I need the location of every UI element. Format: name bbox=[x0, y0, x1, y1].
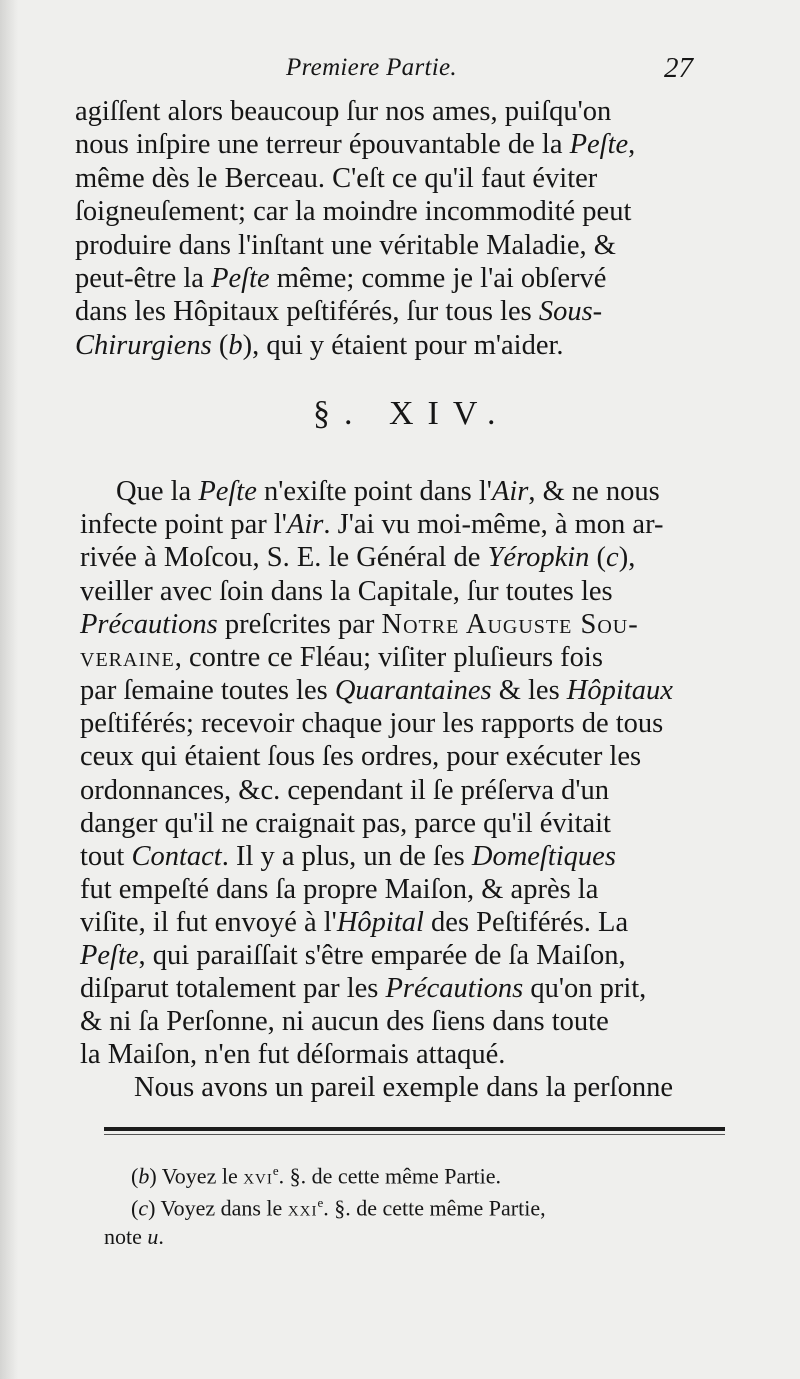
text-line: Que la Peſte n'exiſte point dans l'Air, & ne nous bbox=[116, 476, 660, 507]
text-line: même dès le Berceau. C'eſt ce qu'il faut éviter bbox=[75, 163, 598, 194]
text-line: viſite, il fut envoyé à l'Hôpital des Peſtiférés. La bbox=[80, 907, 629, 938]
section-heading: §. XIV. bbox=[313, 395, 510, 432]
text-line: Nous avons un pareil exemple dans la perſonne bbox=[134, 1072, 673, 1103]
running-title: Premiere Partie. bbox=[286, 54, 457, 81]
footnote-b: (b) Voyez le xvi$^e$. §. de cette même Partie. bbox=[131, 1163, 502, 1189]
text-line: dans les Hôpitaux peſtiférés, ſur tous les Sous- bbox=[75, 296, 603, 327]
footnote-rule-thin bbox=[104, 1134, 725, 1135]
text-line: ſoigneuſement; car la moindre incommodité peut bbox=[75, 196, 632, 227]
text-line: Précautions preſcrites par Notre Auguste Sou- bbox=[80, 609, 639, 640]
page-number: 27 bbox=[664, 52, 693, 84]
footnote-c: (c) Voyez dans le xxi$^e$. §. de cette même Partie, bbox=[131, 1195, 546, 1221]
text-line: veiller avec ſoin dans la Capitale, ſur toutes les bbox=[80, 576, 613, 607]
text-line: par ſemaine toutes les Quarantaines & les Hôpitaux bbox=[80, 675, 673, 706]
text-line: agiſſent alors beaucoup ſur nos ames, puiſqu'on bbox=[75, 96, 612, 127]
footnote-c-cont: note u. bbox=[104, 1224, 164, 1249]
text-line: peſtiférés; recevoir chaque jour les rapports de tous bbox=[80, 708, 664, 739]
text-line: nous inſpire une terreur épouvantable de la Peſte, bbox=[75, 129, 636, 160]
page-gutter-shadow bbox=[0, 0, 18, 1379]
text-line: diſparut totalement par les Précautions qu'on prit, bbox=[80, 973, 647, 1004]
text-line: Peſte, qui paraiſſait s'être emparée de ſa Maiſon, bbox=[80, 940, 626, 971]
running-head bbox=[0, 54, 800, 88]
text-line: peut-être la Peſte même; comme je l'ai obſervé bbox=[75, 263, 607, 294]
text-line: la Maiſon, n'en fut déſormais attaqué. bbox=[80, 1039, 506, 1070]
text-line: & ni ſa Perſonne, ni aucun des ſiens dans toute bbox=[80, 1006, 609, 1037]
text-line: ceux qui étaient ſous ſes ordres, pour exécuter les bbox=[80, 741, 642, 772]
text-line: veraine, contre ce Fléau; viſiter pluſieurs fois bbox=[80, 642, 603, 673]
text-line: rivée à Moſcou, S. E. le Général de Yéropkin (c), bbox=[80, 542, 636, 573]
text-line: ordonnances, &c. cependant il ſe préſerva d'un bbox=[80, 775, 610, 806]
footnote-rule bbox=[104, 1127, 725, 1131]
text-line: tout Contact. Il y a plus, un de ſes Domeſtiques bbox=[80, 841, 616, 872]
text-line: Chirurgiens (b), qui y étaient pour m'aider. bbox=[75, 330, 564, 361]
text-line: produire dans l'inſtant une véritable Maladie, & bbox=[75, 230, 616, 261]
text-line: danger qu'il ne craignait pas, parce qu'il évitait bbox=[80, 808, 611, 839]
text-line: infecte point par l'Air. J'ai vu moi-même, à mon ar- bbox=[80, 509, 664, 540]
text-line: fut empeſté dans ſa propre Maiſon, & après la bbox=[80, 874, 599, 905]
